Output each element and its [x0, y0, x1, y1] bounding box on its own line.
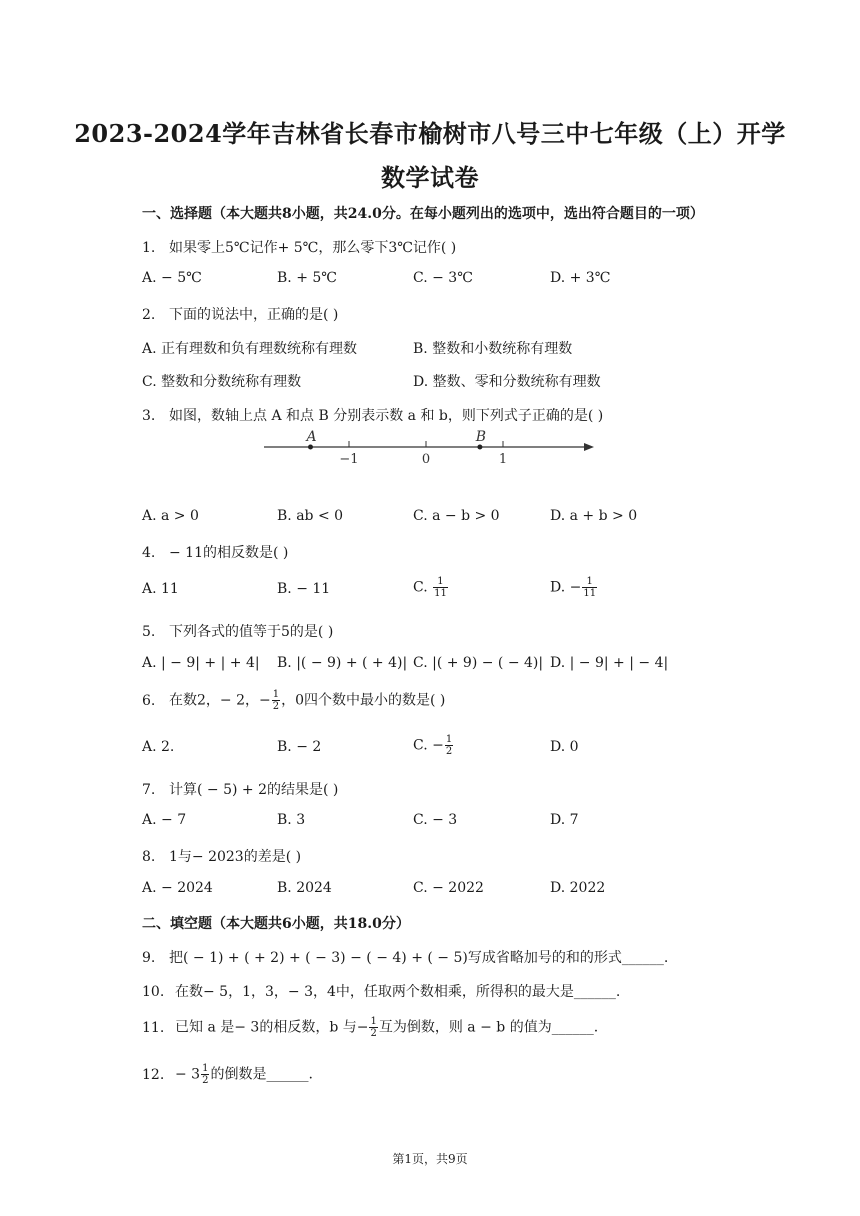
- option-5b: B. |( − 9) + ( + 4)|: [277, 655, 408, 671]
- question-5: 5. 下列各式的值等于5的是( ): [142, 624, 334, 640]
- question-3: 3. 如图，数轴上点 A 和点 B 分别表示数 a 和 b，则下列式子正确的是( ): [142, 408, 604, 424]
- question-4: 4. − 11的相反数是( ): [142, 545, 289, 561]
- number-line-arrow: [584, 443, 594, 451]
- option-7c: C. − 3: [413, 812, 458, 828]
- question-12: 12. − 3 $\frac{1}{2}$ 的倒数是______.: [142, 1063, 313, 1086]
- option-2b: B. 整数和小数统称有理数: [413, 341, 573, 357]
- fraction-1-2: $\frac{1}{2}$: [445, 734, 453, 757]
- option-1d: D. + 3℃: [550, 270, 611, 286]
- fraction-1-11: $\frac{1}{11}$: [583, 576, 597, 599]
- option-3d: D. a + b > 0: [550, 508, 638, 524]
- option-5c: C. |( + 9) − ( − 4)|: [413, 655, 544, 671]
- option-8c: C. − 2022: [413, 880, 484, 896]
- option-7b: B. 3: [277, 812, 306, 828]
- option-1a: A. − 5℃: [142, 270, 202, 286]
- option-2a: A. 正有理数和负有理数统称有理数: [142, 341, 358, 357]
- question-1: 1. 如果零上5℃记作+ 5℃，那么零下3℃记作( ): [142, 240, 457, 256]
- fraction-1-2: $\frac{1}{2}$: [272, 689, 280, 712]
- exam-title-line2: 数学试卷: [381, 163, 479, 192]
- option-2c: C. 整数和分数统称有理数: [142, 374, 302, 390]
- option-4c: C. $\frac{1}{11}$: [413, 576, 447, 599]
- option-6c: C. − $\frac{1}{2}$: [413, 734, 453, 757]
- option-7d: D. 7: [550, 812, 579, 828]
- option-6b: B. − 2: [277, 739, 322, 755]
- option-3b: B. ab < 0: [277, 508, 344, 524]
- point-b: [477, 445, 482, 450]
- option-5a: A. | − 9| + | + 4|: [142, 655, 260, 671]
- option-3c: C. a − b > 0: [413, 508, 500, 524]
- option-5d: D. | − 9| + | − 4|: [550, 655, 669, 671]
- point-a: [308, 445, 313, 450]
- question-6: 6. 在数2，− 2，− $\frac{1}{2}$ ，0四个数中最小的数是( ): [142, 689, 446, 712]
- question-8: 8. 1与− 2023的差是( ): [142, 849, 302, 865]
- option-1b: B. + 5℃: [277, 270, 337, 286]
- fraction-1-2: $\frac{1}{2}$: [202, 1063, 209, 1086]
- option-4d: D. − $\frac{1}{11}$: [550, 576, 597, 599]
- section-heading-choice: 一、选择题（本大题共8小题，共24.0分。在每小题列出的选项中，选出符合题目的一项）: [142, 206, 704, 222]
- question-11: 11. 已知 a 是− 3的相反数，b 与− $\frac{1}{2}$ 互为倒数，则 a − b 的值为______.: [142, 1016, 599, 1039]
- option-7a: A. − 7: [142, 812, 187, 828]
- option-4b: B. − 11: [277, 581, 331, 597]
- option-1c: C. − 3℃: [413, 270, 473, 286]
- tick-label: 0: [421, 452, 431, 467]
- page-footer: 第1页，共9页: [392, 1152, 468, 1166]
- number-line-figure: [258, 425, 598, 469]
- option-4a: A. 11: [142, 581, 179, 597]
- option-8b: B. 2024: [277, 880, 332, 896]
- point-label-b: B: [475, 429, 487, 445]
- question-9: 9. 把( − 1) + ( + 2) + ( − 3) − ( − 4) + ( − 5)写成省略加号的和的形式______.: [142, 950, 669, 966]
- option-6a: A. 2.: [142, 739, 175, 755]
- option-3a: A. a > 0: [142, 508, 199, 524]
- tick-label: −1: [339, 452, 359, 467]
- tick-label: 1: [498, 452, 508, 467]
- question-2: 2. 下面的说法中，正确的是( ): [142, 307, 339, 323]
- question-7: 7. 计算( − 5) + 2的结果是( ): [142, 782, 339, 798]
- option-8a: A. − 2024: [142, 880, 213, 896]
- fraction-1-11: $\frac{1}{11}$: [434, 576, 447, 599]
- option-8d: D. 2022: [550, 880, 606, 896]
- point-label-a: A: [306, 429, 317, 445]
- section-heading-fill: 二、填空题（本大题共6小题，共18.0分）: [142, 916, 410, 932]
- option-2d: D. 整数、零和分数统称有理数: [413, 374, 601, 390]
- question-10: 10. 在数− 5，1，3，− 3，4中，任取两个数相乘，所得积的最大是______.: [142, 984, 621, 1000]
- fraction-1-2: $\frac{1}{2}$: [370, 1016, 377, 1039]
- option-6d: D. 0: [550, 739, 579, 755]
- exam-title-line1: 2023-2024学年吉林省长春市榆树市八号三中七年级（上）开学: [74, 119, 786, 148]
